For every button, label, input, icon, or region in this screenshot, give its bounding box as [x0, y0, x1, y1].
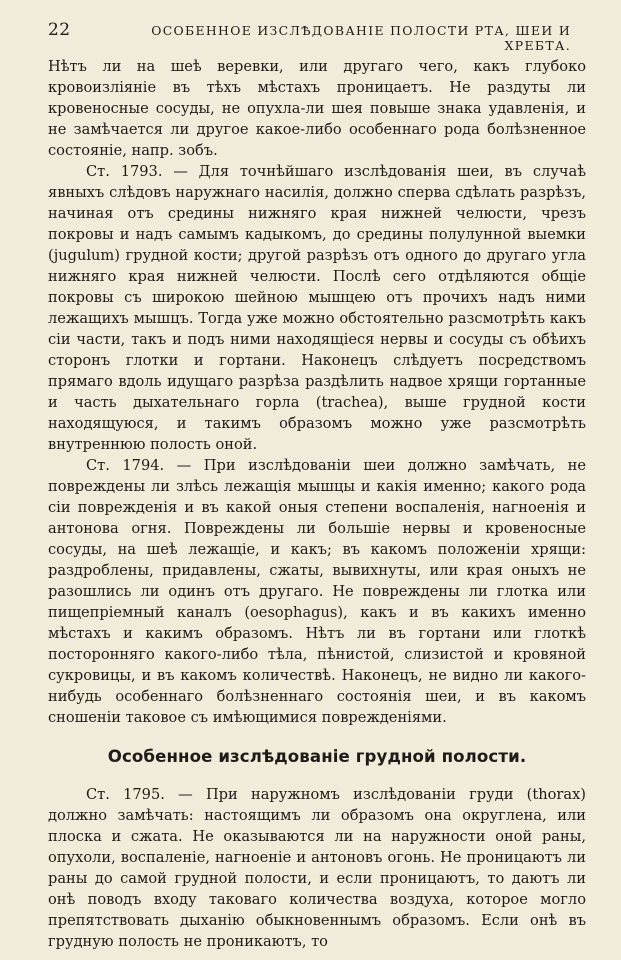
running-title: ОСОБЕННОЕ ИЗСЛѢДОВАНІЕ ПОЛОСТИ РТА, ШЕИ И ХРЕБТА.: [151, 23, 571, 53]
paragraph-continued: Нѣтъ ли на шеѣ веревки, или другаго чего, какъ глубоко кровоизліяніе въ тѣхъ мѣстахъ проницаетъ. Не раздуты ли кровеносные сосуды, не опухла-ли шея повыше знака удавленія, и не замѣчается ли другое какое-либо особеннаго рода болѣзненное состояніе, напр. зобъ.: [48, 58, 586, 159]
section-heading: Особенное изслѣдованіе грудной полости.: [107, 747, 527, 766]
page-number: 22: [48, 20, 71, 40]
running-header: [48, 20, 571, 53]
paragraph-article-1794: Ст. 1794. — При изслѣдованіи шеи должно замѣчать, не повреждены ли злѣсь лежащія мышцы и какія именно; какого рода сіи поврежденія и въ какой оныя степени воспаленія, нагноенія и антонова огня. Повреждены ли большіе нервы и кровеносные сосуды, на шеѣ лежащіе, и какъ; въ какомъ положеніи хрящи: раздроблены, придавлены, сжаты, вывихнуты, или края оныхъ не разошлись ли одинъ отъ другаго. Не повреждены ли глотка или пищепріемный каналъ (oesophagus), какъ и въ какихъ именно мѣстахъ и какимъ образомъ. Нѣтъ ли въ гортани или глоткѣ посторонняго какого-либо тѣла, пѣнистой, слизистой и кровяной сукровицы, и въ какомъ количествѣ. Наконецъ, не видно ли какого-нибудь особеннаго болѣзненнаго состоянія шеи, и въ какомъ сношеніи таковое съ имѣющимися поврежденіями.: [48, 457, 586, 726]
paragraph-article-1793: Ст. 1793. — Для точнѣйшаго изслѣдованія шеи, въ случаѣ явныхъ слѣдовъ наружнаго насилія, должно сперва сдѣлать разрѣзъ, начиная отъ средины нижняго края нижней челюсти, чрезъ покровы и надъ самымъ кадыкомъ, до средины полулунной выемки (jugulum) грудной кости; другой разрѣзъ отъ одного до другаго угла нижняго края нижней челюсти. Послѣ сего отдѣляются общіе покровы съ широкою шейною мышцею отъ прочихъ надъ ними лежащихъ мышцъ. Тогда уже можно обстоятельно разсмотрѣть какъ сіи части, такъ и подъ ними находящіеся нервы и сосуды съ обѣихъ сторонъ глотки и гортани. Наконецъ слѣдуетъ посредствомъ прямаго вдоль идущаго разрѣза раздѣлить надвое хрящи гортанные и часть дыхательнаго горла (trachea), выше грудной кости находящуюся, и такимъ образомъ можно уже разсмотрѣть внутреннюю полость оной.: [48, 163, 586, 453]
body-text: [48, 56, 586, 952]
paragraph-article-1795: Ст. 1795. — При наружномъ изслѣдованіи груди (thorax) должно замѣчать: настоящимъ ли образомъ она округлена, или плоска и сжата. Не оказываются ли на наружности оной раны, опухоли, воспаленіе, нагноеніе и антоновъ огонь. Не проницаютъ ли раны до самой грудной полости, и если проницаютъ, то даютъ ли онѣ поводъ входу таковаго количества воздуха, которое могло препятствовать дыханію обыкновеннымъ образомъ. Если онѣ въ грудную полость не проникаютъ, то: [48, 786, 586, 950]
